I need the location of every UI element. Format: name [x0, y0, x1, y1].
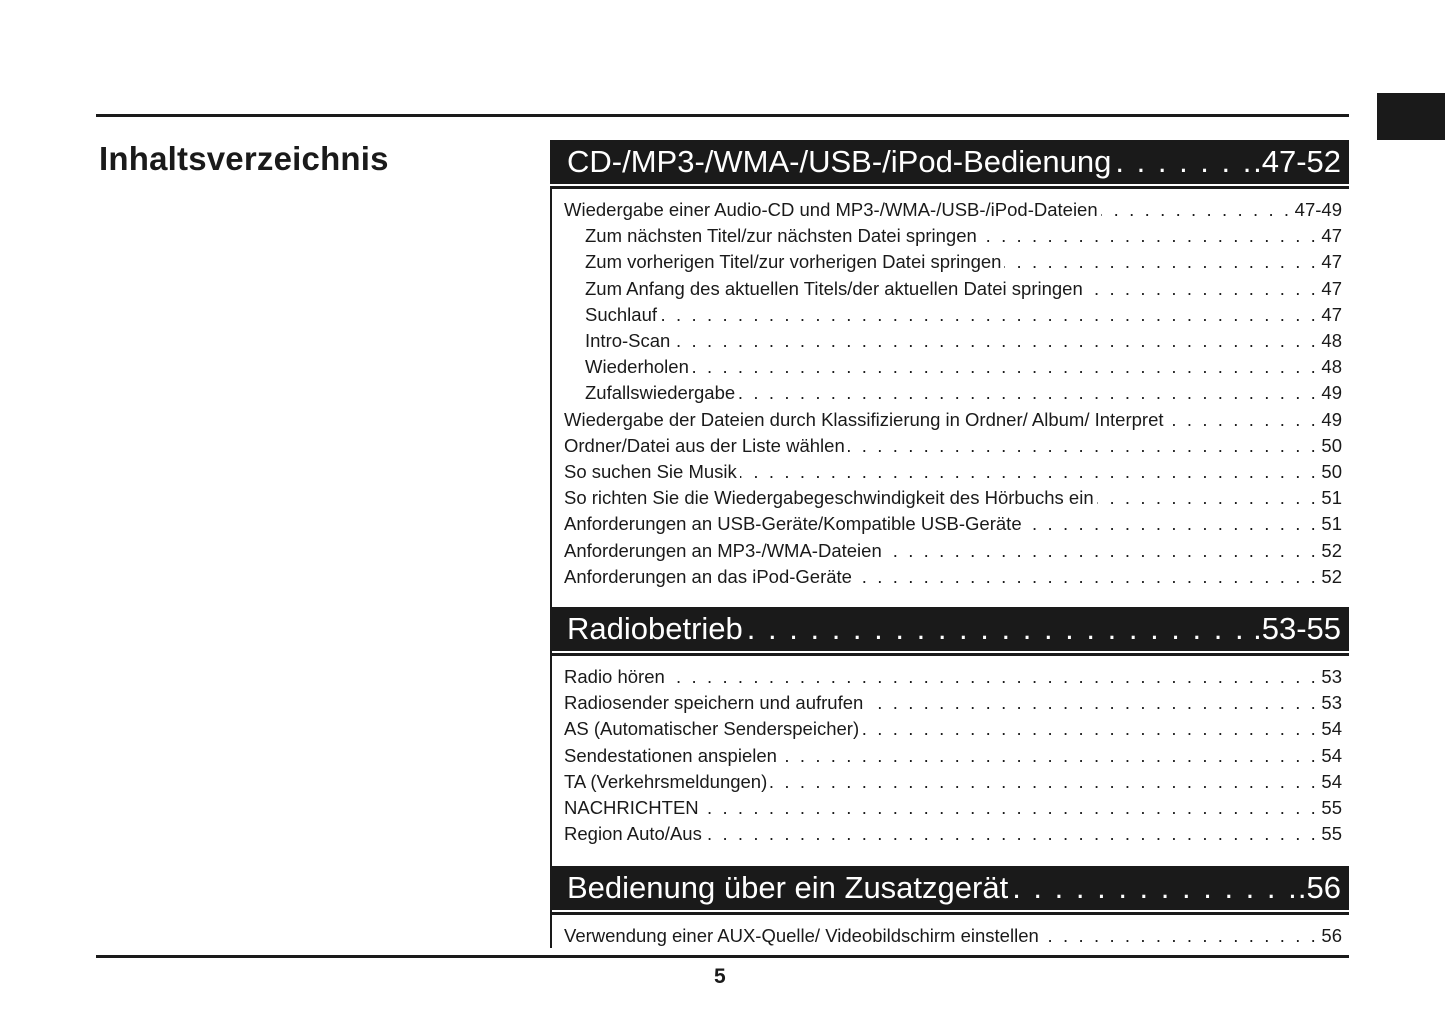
dot-leader	[673, 330, 1318, 352]
toc-entry[interactable]	[564, 328, 1342, 354]
toc-entry-label: So suchen Sie Musik	[564, 460, 737, 482]
dot-leader	[738, 382, 1318, 404]
toc-entry-label: Region Auto/Aus	[564, 823, 702, 845]
top-rule	[96, 114, 1349, 117]
toc-entry-label: Verwendung einer AUX-Quelle/ Videobildschirm einstellen	[564, 925, 1039, 947]
toc-entry[interactable]	[564, 380, 1342, 406]
section-heading-label: Radiobetrieb	[567, 611, 743, 646]
dot-leader	[1101, 199, 1292, 221]
dot-leader	[702, 797, 1319, 819]
toc-entry[interactable]	[564, 537, 1342, 563]
dot-leader	[1042, 925, 1319, 947]
dot-leader	[1167, 409, 1319, 431]
toc-entry-page: 47	[1321, 251, 1342, 273]
toc-entry-label: Radiosender speichern und aufrufen	[564, 692, 864, 714]
toc-entry[interactable]	[564, 795, 1342, 821]
toc-entry-page: 47	[1321, 303, 1342, 325]
toc-entry[interactable]	[564, 354, 1342, 380]
toc-entry-label: Wiedergabe einer Audio-CD und MP3-/WMA-/USB-/iPod-Dateien	[564, 199, 1098, 221]
toc-entry-page: 49	[1321, 382, 1342, 404]
toc-entry-label: Zum nächsten Titel/zur nächsten Datei springen	[585, 225, 977, 247]
toc-entry-label: Wiederholen	[585, 356, 689, 378]
toc-entry-label: AS (Automatischer Senderspeicher)	[564, 718, 860, 740]
toc-entry[interactable]	[564, 923, 1342, 949]
section-entries	[564, 664, 1342, 847]
dot-leader	[855, 566, 1318, 588]
page-number: 5	[714, 965, 726, 988]
toc-entry[interactable]	[564, 223, 1342, 249]
toc-entry-page: 54	[1321, 770, 1342, 792]
bottom-rule	[96, 955, 1349, 958]
dot-leader	[747, 611, 1249, 647]
toc-entry-label: Radio hören	[564, 666, 665, 688]
section-heading-label: CD-/MP3-/WMA-/USB-/iPod-Bedienung	[567, 144, 1112, 179]
toc-entry-page: 50	[1321, 460, 1342, 482]
toc-entry-page: 49	[1321, 408, 1342, 430]
toc-entry-page: 51	[1321, 513, 1342, 535]
dot-leader	[1097, 487, 1319, 509]
toc-entry-page: 55	[1321, 797, 1342, 819]
toc-entry-label: Wiedergabe der Dateien durch Klassifizierung in Ordner/ Album/ Interpret	[564, 408, 1164, 430]
dot-leader	[668, 666, 1319, 688]
dot-leader	[1012, 870, 1294, 906]
dot-leader	[705, 823, 1319, 845]
toc-entry[interactable]	[564, 276, 1342, 302]
toc-entry[interactable]	[564, 821, 1342, 847]
toc-entry[interactable]	[564, 716, 1342, 742]
toc-entry-page: 54	[1321, 718, 1342, 740]
toc-entry-label: Zufallswiedergabe	[585, 382, 736, 404]
dot-leader	[692, 356, 1319, 378]
toc-entry-page: 54	[1321, 744, 1342, 766]
dot-leader	[1004, 251, 1318, 273]
dot-leader	[866, 692, 1318, 714]
toc-entry-label: Zum Anfang des aktuellen Titels/der aktuellen Datei springen	[585, 277, 1083, 299]
toc-entry[interactable]	[564, 485, 1342, 511]
section-underline	[550, 912, 1349, 915]
dot-leader	[980, 225, 1319, 247]
dot-leader	[660, 304, 1318, 326]
toc-entry-page: 56	[1321, 925, 1342, 947]
toc-entry-page: 52	[1321, 565, 1342, 587]
toc-entry-label: Sendestationen anspielen	[564, 744, 777, 766]
toc-entry-page: 55	[1321, 823, 1342, 845]
toc-entry-label: NACHRICHTEN	[564, 797, 699, 819]
toc-entry-label: Anforderungen an MP3-/WMA-Dateien	[564, 539, 882, 561]
toc-entry-label: So richten Sie die Wiedergabegeschwindigkeit des Hörbuchs ein	[564, 487, 1094, 509]
column-divider	[550, 188, 552, 948]
toc-entry[interactable]	[564, 433, 1342, 459]
toc-entry[interactable]	[564, 302, 1342, 328]
chapter-tab-marker	[1377, 93, 1445, 140]
section-heading	[550, 866, 1349, 910]
section-heading-label: Bedienung über ein Zusatzgerät	[567, 870, 1009, 905]
dot-leader	[1025, 513, 1319, 535]
section-underline	[550, 653, 1349, 656]
toc-entry-page: 47-49	[1294, 199, 1342, 221]
toc-entry-page: 48	[1321, 356, 1342, 378]
section-entries	[564, 923, 1342, 949]
toc-entry[interactable]	[564, 564, 1342, 590]
section-heading-pages: .47-52	[1253, 144, 1341, 179]
toc-entry-page: 48	[1321, 330, 1342, 352]
toc-entry-label: Intro-Scan	[585, 330, 671, 352]
section-heading-pages: .56	[1297, 870, 1341, 905]
dot-leader	[862, 718, 1318, 740]
toc-entry[interactable]	[564, 249, 1342, 275]
toc-entry[interactable]	[564, 690, 1342, 716]
toc-entry[interactable]	[564, 769, 1342, 795]
toc-entry-page: 53	[1321, 666, 1342, 688]
dot-leader	[740, 461, 1319, 483]
dot-leader	[780, 745, 1319, 767]
toc-entry[interactable]	[564, 743, 1342, 769]
dot-leader	[770, 771, 1318, 793]
toc-entry-page: 51	[1321, 487, 1342, 509]
toc-entry-label: TA (Verkehrsmeldungen)	[564, 770, 768, 792]
toc-entry-label: Anforderungen an das iPod-Geräte	[564, 565, 852, 587]
toc-entry-page: 53	[1321, 692, 1342, 714]
dot-leader	[1115, 144, 1249, 180]
toc-entry-label: Ordner/Datei aus der Liste wählen	[564, 434, 845, 456]
toc-entry-label: Anforderungen an USB-Geräte/Kompatible USB-Geräte	[564, 513, 1022, 535]
section-heading-pages: .53-55	[1253, 611, 1341, 646]
section-underline	[550, 186, 1349, 189]
toc-entry[interactable]	[564, 407, 1342, 433]
toc-entry-page: 47	[1321, 225, 1342, 247]
toc-entry-page: 50	[1321, 434, 1342, 456]
toc-entry-label: Suchlauf	[585, 303, 657, 325]
toc-entry[interactable]	[564, 197, 1342, 223]
toc-entry-page: 47	[1321, 277, 1342, 299]
toc-entry[interactable]	[564, 511, 1342, 537]
toc-entry[interactable]	[564, 459, 1342, 485]
dot-leader	[885, 540, 1319, 562]
dot-leader	[848, 435, 1319, 457]
section-entries	[564, 197, 1342, 590]
toc-entry-page: 52	[1321, 539, 1342, 561]
page-title: Inhaltsverzeichnis	[99, 140, 389, 177]
dot-leader	[1086, 278, 1319, 300]
toc-entry-label: Zum vorherigen Titel/zur vorherigen Datei springen	[585, 251, 1002, 273]
section-heading	[550, 607, 1349, 651]
section-heading	[550, 140, 1349, 184]
toc-entry[interactable]	[564, 664, 1342, 690]
